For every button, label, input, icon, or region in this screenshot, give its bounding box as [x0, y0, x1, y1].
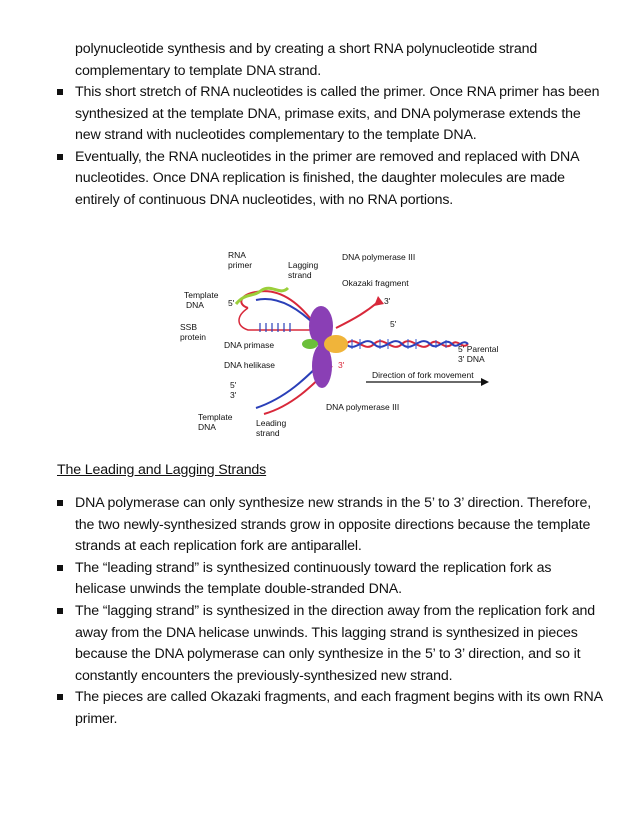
label-leading-strand-2: strand: [256, 428, 280, 438]
bullet-square-icon: [57, 500, 63, 506]
label-ssb-protein: SSB: [180, 322, 198, 332]
bullet-square-icon: [57, 154, 63, 160]
list-item-text: DNA polymerase can only synthesize new strands in the 5’ to 3’ direction. Therefore, the two newly-synthesized strands grow in opposite directions because the template strands at each replication fork are antiparallel.: [75, 495, 592, 555]
bullet-square-icon: [57, 608, 63, 614]
label-5prime-b: 5': [390, 319, 397, 329]
label-leading-strand: Leading: [256, 418, 287, 428]
label-5prime-c: 5': [230, 380, 237, 390]
bullet-square-icon: [57, 565, 63, 571]
label-template-dna-top-2: DNA: [186, 300, 204, 310]
okazaki-fragment-arrow: [336, 302, 378, 328]
label-okazaki-fragment: Okazaki fragment: [342, 278, 409, 288]
parental-dna-helix: [346, 339, 468, 349]
list-item-text: Eventually, the RNA nucleotides in the primer are removed and replaced with DNA nucleotides. Once DNA replication is finished, the daughter molecules are made entirely of continuous DNA nucleotides, with no RNA portions.: [75, 148, 579, 208]
label-3prime-red: 3': [338, 360, 345, 370]
label-dna-polymerase-iii-bottom: DNA polymerase III: [326, 402, 400, 412]
label-lagging-strand-2: strand: [288, 270, 312, 280]
label-template-dna-bottom: Template: [198, 412, 233, 422]
label-rna-primer-2: primer: [228, 260, 253, 270]
label-lagging-strand: Lagging: [288, 260, 319, 270]
list-item: [57, 687, 605, 730]
label-ssb-protein-2: protein: [180, 332, 206, 342]
bullet-list-top: [57, 82, 605, 212]
label-direction-of-fork-movement: Direction of fork movement: [372, 370, 474, 380]
direction-arrowhead: [481, 378, 489, 386]
list-item: [57, 82, 605, 147]
list-item-text: The “lagging strand” is synthesized in the direction away from the replication fork and away from the DNA helicase unwinds. This lagging strand is synthesized in pieces because the DNA polymerase can only synthesize in the 5’ to 3’ direction, and so it constantly encounters the previously-synthesized new strand.: [75, 602, 596, 684]
list-item: [57, 147, 605, 212]
label-3prime-a: 3': [384, 296, 391, 306]
label-dna-polymerase-iii-top: DNA polymerase III: [342, 252, 416, 262]
label-rna-primer: RNA: [228, 250, 246, 260]
label-5prime-a: 5': [228, 298, 235, 308]
section-heading: The Leading and Lagging Strands: [57, 462, 267, 478]
list-item: [57, 493, 605, 558]
intro-continuation-text: polynucleotide synthesis and by creating a short RNA polynucleotide strand complementary to template DNA strand.: [75, 41, 538, 79]
label-parental-5prime: 5' Parental: [458, 344, 499, 354]
bullet-square-icon: [57, 89, 63, 95]
label-dna-helikase: DNA helikase: [224, 360, 276, 370]
label-parental-3prime: 3' DNA: [458, 354, 485, 364]
label-3prime-c: 3': [230, 390, 237, 400]
label-template-dna-top: Template: [184, 290, 219, 300]
bullet-square-icon: [57, 694, 63, 700]
dna-replication-fork-figure: [176, 248, 506, 442]
okazaki-arrowhead: [374, 296, 384, 306]
bullet-list-bottom: [57, 493, 605, 731]
helicase-shape: [324, 335, 348, 353]
list-item-text: The pieces are called Okazaki fragments, and each fragment begins with its own RNA primer.: [75, 689, 603, 727]
primase-shape: [302, 339, 318, 349]
list-item-text: This short stretch of RNA nucleotides is called the primer. Once RNA primer has been synthesized at the template DNA, primase exits, and DNA polymerase extends the new strand with nucleotides complementary to the template DNA.: [75, 84, 600, 144]
list-item: [57, 601, 605, 687]
label-dna-primase: DNA primase: [224, 340, 275, 350]
label-template-dna-bottom-2: DNA: [198, 422, 216, 432]
list-item: [57, 558, 605, 601]
list-item-text: The “leading strand” is synthesized continuously toward the replication fork as helicase unwinds the template double-stranded DNA.: [75, 559, 552, 598]
